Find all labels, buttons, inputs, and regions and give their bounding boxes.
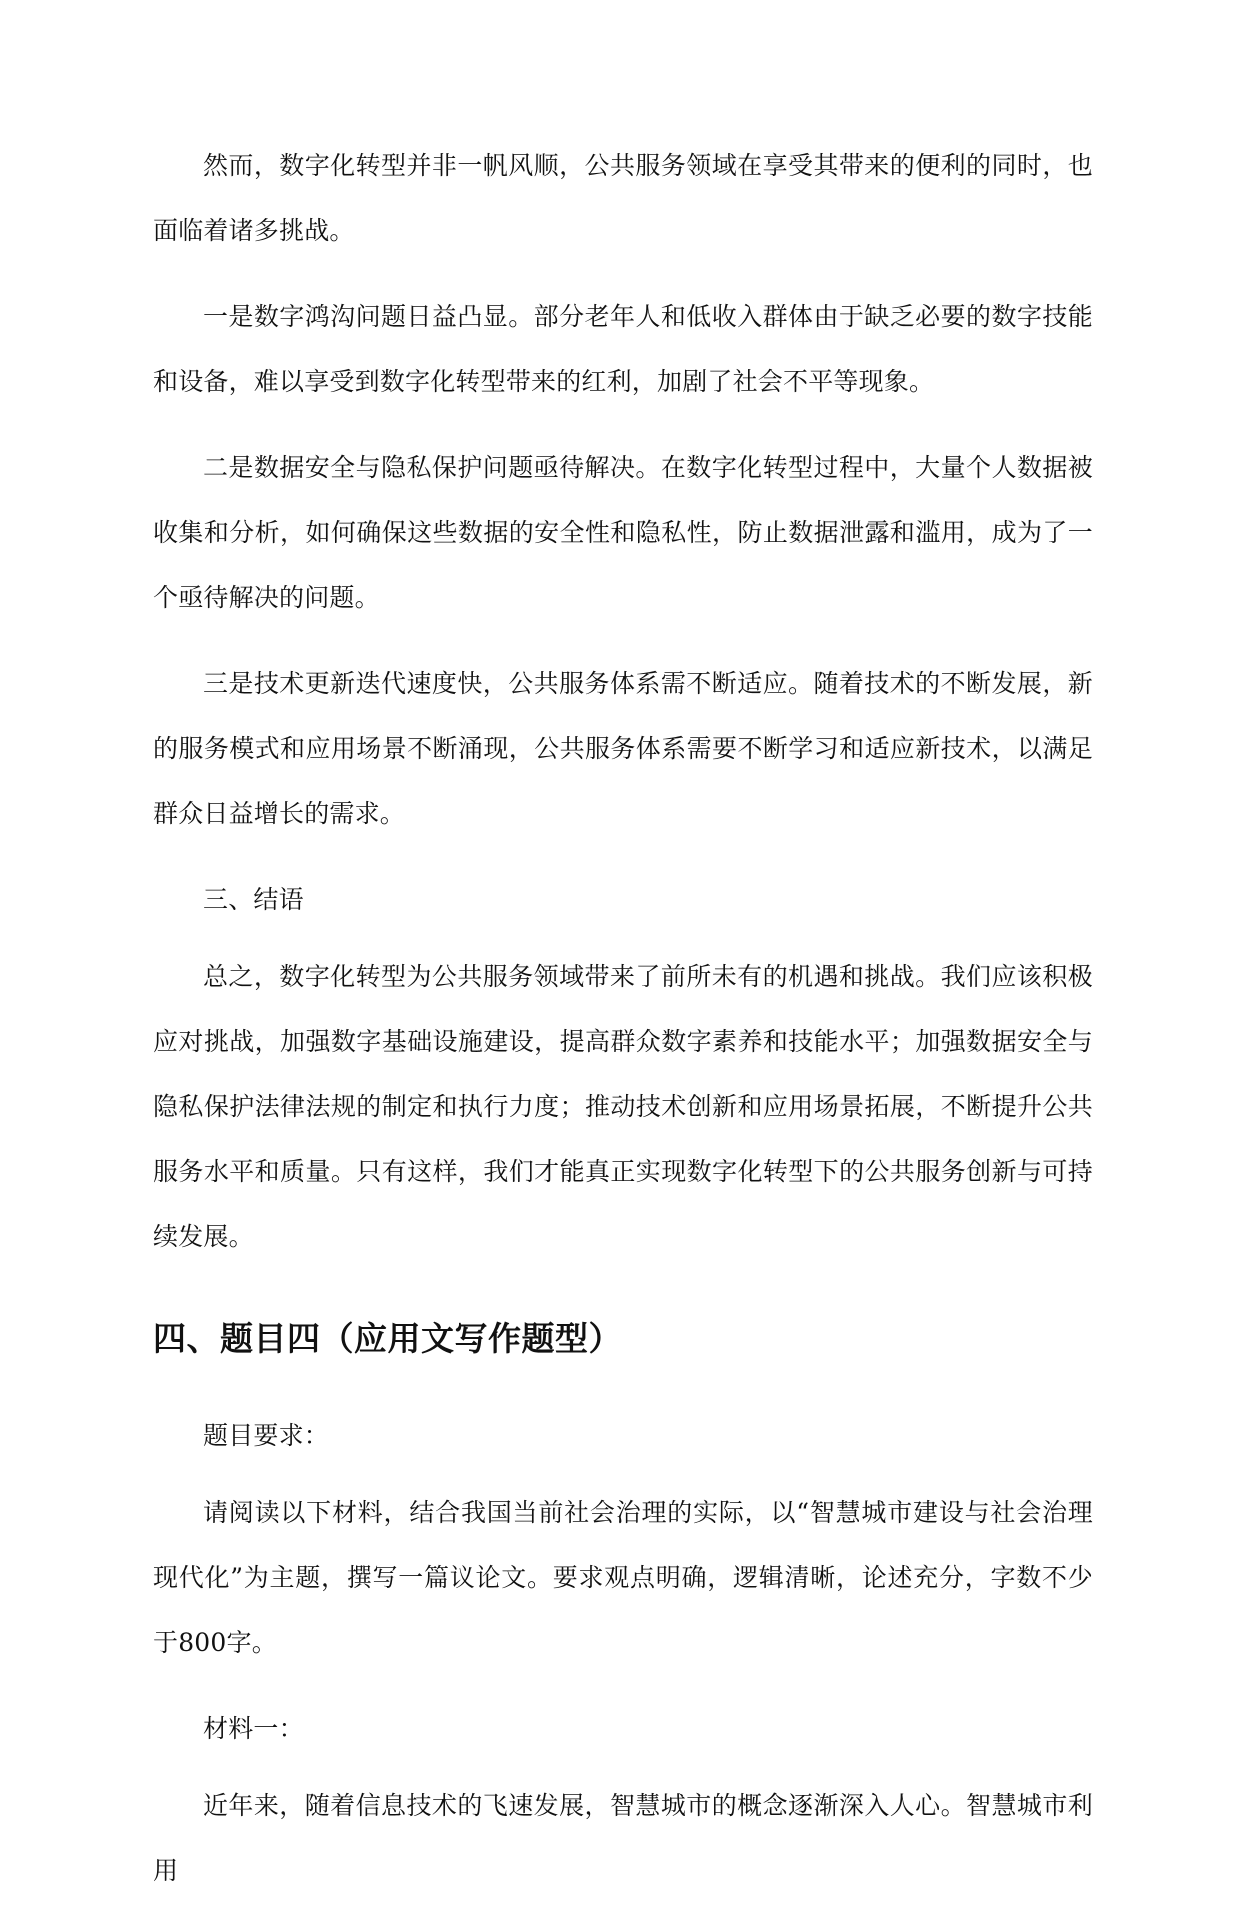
document-body — [153, 133, 1093, 1924]
paragraph-challenges-intro: 然而，数字化转型并非一帆风顺，公共服务领域在享受其带来的便利的同时，也面临着诸多挑战。 — [153, 151, 1093, 245]
section-heading: 四、题目四（应用文写作题型） — [153, 1319, 622, 1358]
paragraph-task-prompt: 请阅读以下材料，结合我国当前社会治理的实际，以“智慧城市建设与社会治理现代化”为主题，撰写一篇议论文。要求观点明确，逻辑清晰，论述充分，字数不少于800字。 — [153, 1498, 1093, 1657]
paragraph-digital-divide: 一是数字鸿沟问题日益凸显。部分老年人和低收入群体由于缺乏必要的数字技能和设备，难以享受到数字化转型带来的红利，加剧了社会不平等现象。 — [153, 302, 1093, 396]
paragraph-conclusion: 总之，数字化转型为公共服务领域带来了前所未有的机遇和挑战。我们应该积极应对挑战，加强数字基础设施建设，提高群众数字素养和技能水平；加强数据安全与隐私保护法律法规的制定和执行力度；推动技术创新和应用场景拓展，不断提升公共服务水平和质量。只有这样，我们才能真正实现数字化转型下的公共服务创新与可持续发展。 — [153, 962, 1093, 1251]
subheading-conclusion: 三、结语 — [203, 885, 304, 914]
paragraph-data-security: 二是数据安全与隐私保护问题亟待解决。在数字化转型过程中，大量个人数据被收集和分析，如何确保这些数据的安全性和隐私性，防止数据泄露和滥用，成为了一个亟待解决的问题。 — [153, 453, 1093, 612]
paragraph-tech-iteration: 三是技术更新迭代速度快，公共服务体系需不断适应。随着技术的不断发展，新的服务模式和应用场景不断涌现，公共服务体系需要不断学习和适应新技术，以满足群众日益增长的需求。 — [153, 669, 1093, 828]
label-requirements: 题目要求： — [203, 1421, 330, 1450]
label-material-one: 材料一： — [203, 1714, 304, 1743]
paragraph-material-one: 近年来，随着信息技术的飞速发展，智慧城市的概念逐渐深入人心。智慧城市利用 — [153, 1791, 1093, 1885]
